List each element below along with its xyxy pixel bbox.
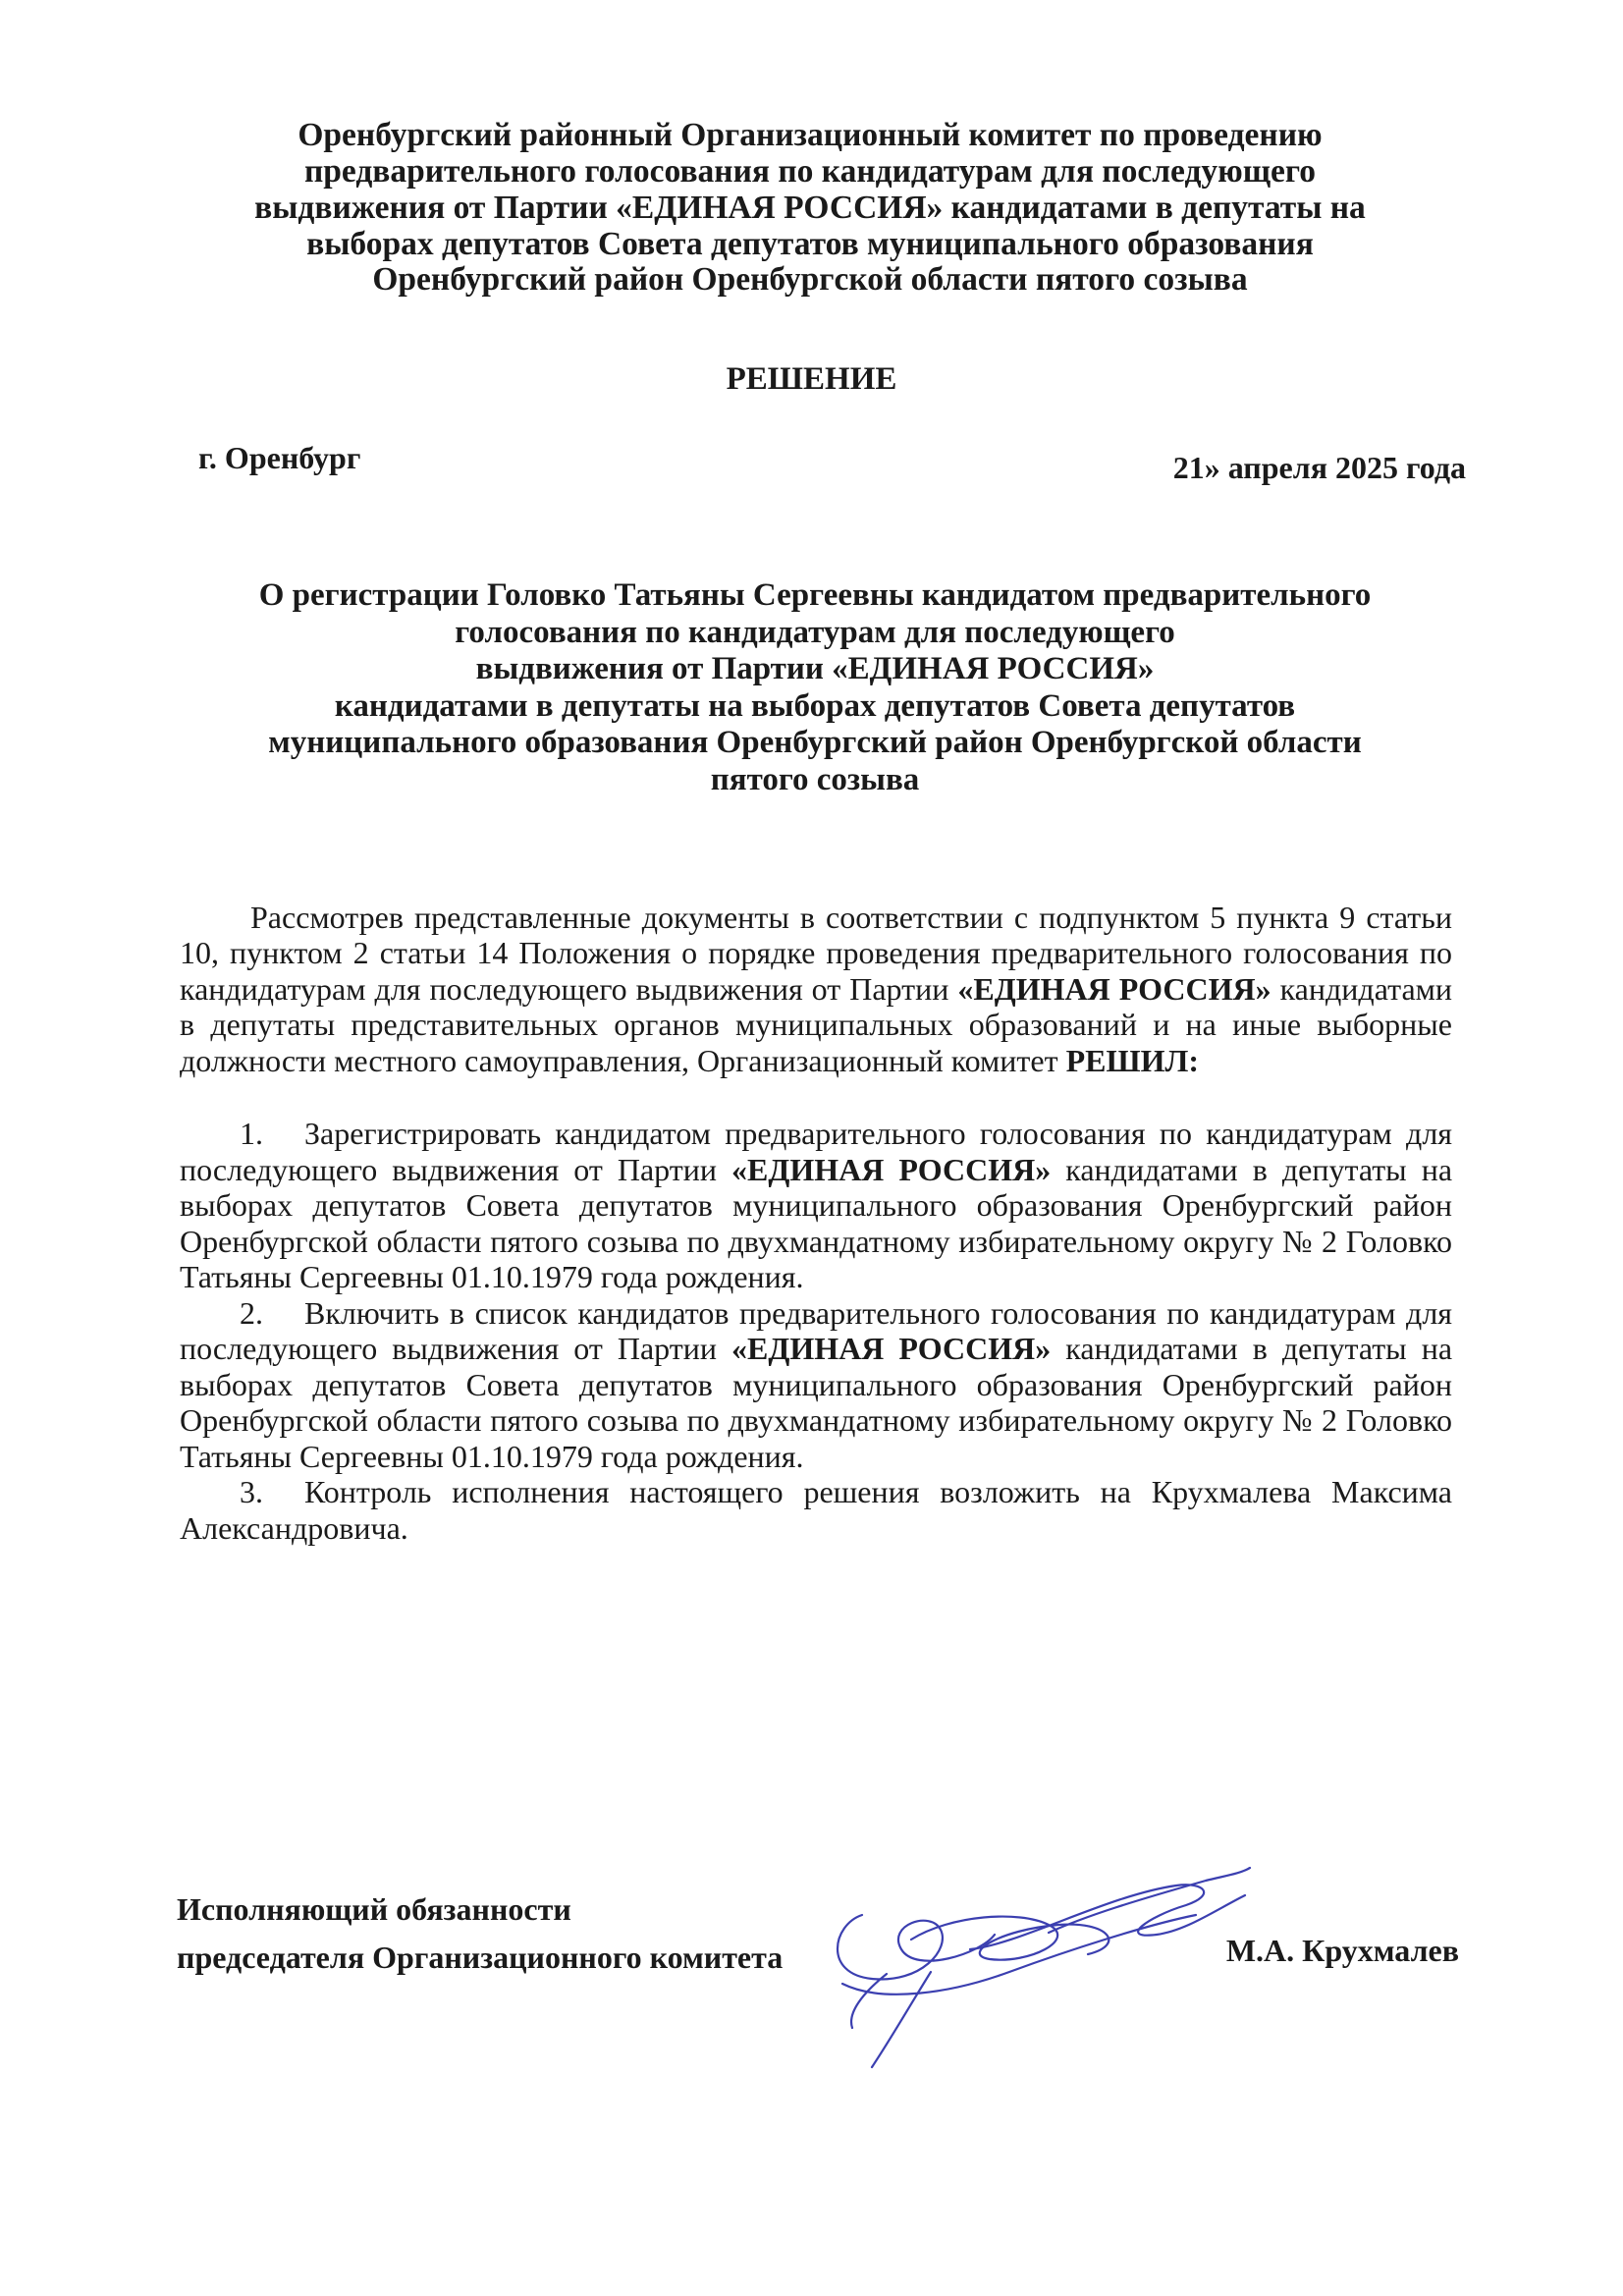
resolution-item [180,1474,1452,1546]
signatory-name: М.А. Крухмалев [1225,1933,1459,1968]
signatory-title-line: председателя Организационного комитета [177,1940,784,1976]
item-number: 1. [240,1116,263,1152]
signatory-title-line: Исполняющий обязанности [177,1891,571,1927]
paragraph-spacer [180,1078,1452,1116]
decision-title: РЕШЕНИЕ [726,361,897,397]
item-text: кандидатами в депутаты на выборах депутатов Совета депутатов муниципального образования Оренбургский район Оренбургской области пятого созыва по двухмандатному избирательному округу № 2 Головко Татьяны Сергеевны 01.10.1979 года рождения. [180,1331,1453,1474]
party-name: «ЕДИНАЯ РОССИЯ» [957,970,1271,1007]
place: г. Оренбург [198,440,361,475]
committee-header [177,118,1443,299]
item-text: кандидатами в депутаты на выборах депутатов Совета депутатов муниципального образования Оренбургский район Оренбургской области пятого созыва по двухмандатному избирательному округу № 2 Головко Татьяны Сергеевны 01.10.1979 года рождения. [180,1151,1453,1295]
decision-subject [196,577,1434,799]
header-line: выборах депутатов Совета депутатов муниципального образования [306,225,1314,262]
item-text: Зарегистрировать кандидатом предварительного голосования по кандидатурам для последующего выдвижения от Партии [180,1116,1452,1187]
subject-line: выдвижения от Партии «ЕДИНАЯ РОССИЯ» [475,651,1155,687]
preamble-text: Рассмотрев представленные документы в соответствии с подпунктом 5 пункта 9 статьи 10, пунктом 2 статьи 14 Положения о порядке проведения предварительного голосования по кандидатурам для последующего выдвижения от Партии [180,900,1452,1007]
decision-body [180,900,1452,1546]
resolution-item [180,1116,1452,1294]
resolution-item [180,1295,1452,1474]
party-name: «ЕДИНАЯ РОССИЯ» [731,1331,1052,1367]
subject-line: пятого созыва [710,762,920,798]
subject-line: муниципального образования Оренбургский район Оренбургской области [268,725,1362,761]
item-text: Контроль исполнения настоящего решения возложить на Крухмалева Максима Александровича. [180,1474,1452,1546]
date: 21» апреля 2025 года [1172,450,1466,485]
header-line: предварительного голосования по кандидатурам для последующего [303,152,1317,190]
resolved-label: РЕШИЛ: [1065,1042,1199,1078]
subject-line: О регистрации Головко Татьяны Сергеевны кандидатом предварительного [258,577,1372,613]
header-line: Оренбургский районный Организационный комитет по проведению [298,117,1323,153]
subject-line: кандидатами в депутаты на выборах депутатов Совета депутатов [334,687,1296,724]
preamble-text: кандидатами в депутаты представительных органов муниципальных образований и на иные выборные должности местного самоуправления, Организационный комитет [180,970,1453,1078]
handwritten-signature [793,1856,1294,2072]
party-name: «ЕДИНАЯ РОССИЯ» [731,1151,1052,1187]
header-line: выдвижения от Партии «ЕДИНАЯ РОССИЯ» кандидатами в депутаты на [254,189,1366,226]
preamble-paragraph [180,900,1452,1078]
signatory-title [177,1886,783,1983]
item-text: Включить в список кандидатов предварительного голосования по кандидатурам для последующего выдвижения от Партии [180,1294,1452,1367]
header-line: Оренбургский район Оренбургской области пятого созыва [372,261,1248,299]
item-number: 2. [240,1294,263,1331]
subject-line: голосования по кандидатурам для последующего [455,614,1175,650]
item-number: 3. [240,1474,263,1510]
